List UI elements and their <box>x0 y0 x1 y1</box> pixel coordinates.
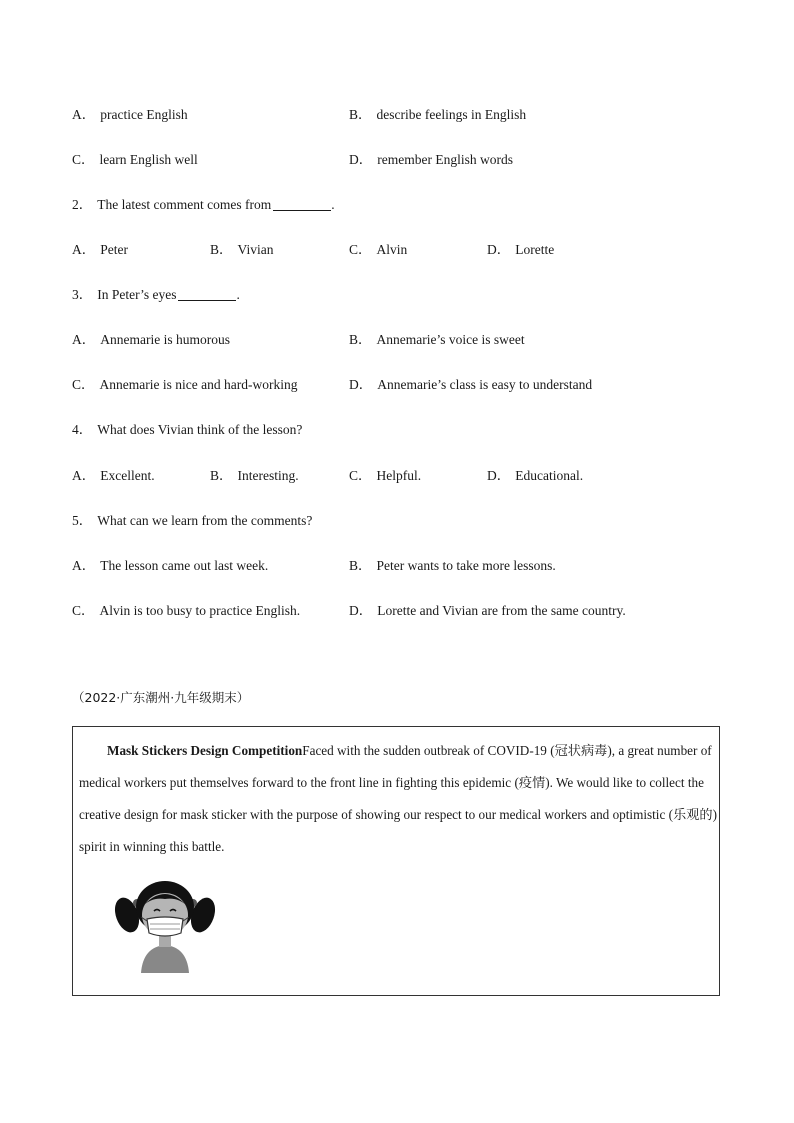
q4-option-b[interactable]: B． Interesting. <box>210 468 299 483</box>
passage-text <box>79 735 719 863</box>
q3-option-d[interactable]: D． Annemarie’s class is easy to understand <box>349 377 593 392</box>
answer-blank[interactable] <box>178 288 236 301</box>
q2-option-b[interactable]: B． Vivian <box>210 242 274 257</box>
q5-stem: 5． What can we learn from the comments? <box>72 513 313 528</box>
q2-stem: 2． The latest comment comes from . <box>72 197 335 212</box>
q4-option-c[interactable]: C． Helpful. <box>349 468 422 483</box>
q5-option-a[interactable]: A． The lesson came out last week. <box>72 558 269 573</box>
source-note: （2022·广东潮州·九年级期末） <box>72 690 250 705</box>
q3-stem: 3． In Peter’s eyes . <box>72 287 240 302</box>
q3-option-a[interactable]: A． Annemarie is humorous <box>72 332 230 347</box>
q1-option-b[interactable]: B． describe feelings in English <box>349 107 527 122</box>
q1-option-d[interactable]: D． remember English words <box>349 152 513 167</box>
q4-stem: 4． What does Vivian think of the lesson? <box>72 422 303 437</box>
q3-option-b[interactable]: B． Annemarie’s voice is sweet <box>349 332 525 347</box>
q4-option-a[interactable]: A． Excellent. <box>72 468 155 483</box>
q1-option-c[interactable]: C． learn English well <box>72 152 198 167</box>
q5-option-d[interactable]: D． Lorette and Vivian are from the same country. <box>349 603 626 618</box>
q3-option-c[interactable]: C． Annemarie is nice and hard-working <box>72 377 298 392</box>
masked-girl-illustration <box>113 877 217 973</box>
q5-option-c[interactable]: C． Alvin is too busy to practice English. <box>72 603 301 618</box>
answer-blank[interactable] <box>273 198 331 211</box>
q4-option-d[interactable]: D． Educational. <box>487 468 584 483</box>
passage-body: Faced with the sudden outbreak of COVID-19 (冠状病毒), a great number of medical workers put themselves forward to the front line in fighting this epidemic (疫情). We would like to collect the creative design for mask sticker with the purpose of showing our respect to our medical workers and optimistic (乐观的) spirit in winning this battle. <box>79 743 717 854</box>
q2-option-d[interactable]: D． Lorette <box>487 242 555 257</box>
q5-option-b[interactable]: B． Peter wants to take more lessons. <box>349 558 556 573</box>
passage-box <box>72 726 720 996</box>
q2-option-a[interactable]: A． Peter <box>72 242 128 257</box>
passage-title: Mask Stickers Design Competition <box>107 743 303 758</box>
q1-option-a[interactable]: A． practice English <box>72 107 188 122</box>
q2-option-c[interactable]: C． Alvin <box>349 242 408 257</box>
